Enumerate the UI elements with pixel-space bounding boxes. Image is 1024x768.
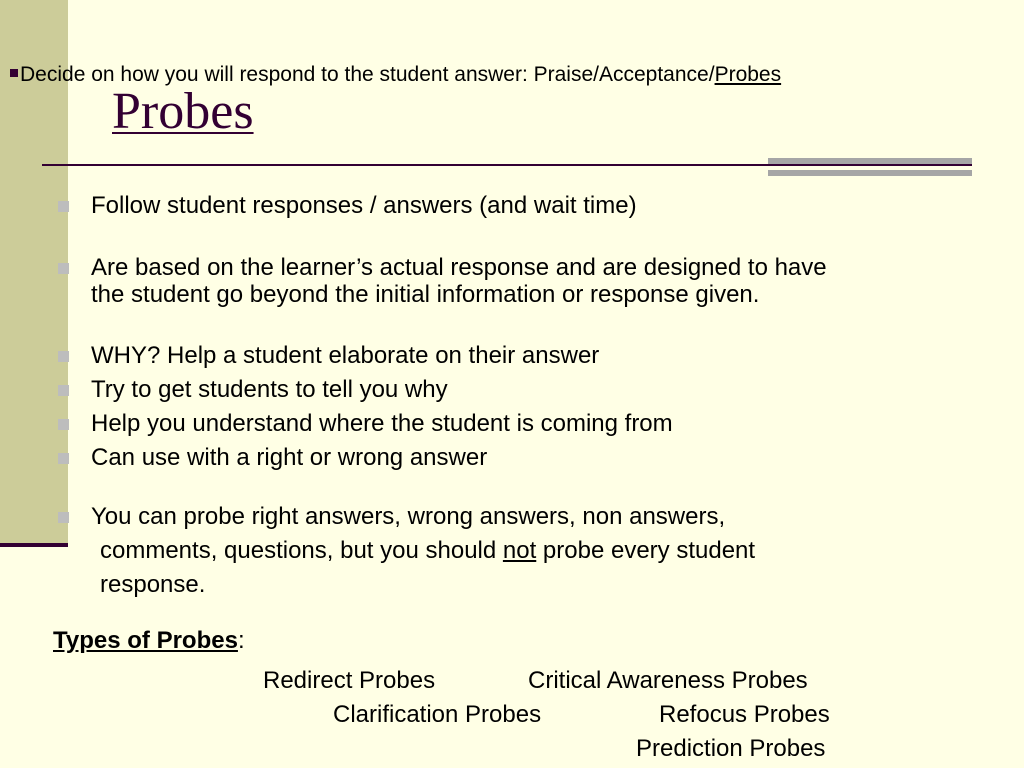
top-note-text: Decide on how you will respond to the student answer: Praise/Acceptance/ [20, 63, 715, 86]
bullet-text: You can probe right answers, wrong answers, non answers, [91, 503, 726, 530]
types-heading [53, 627, 245, 655]
types-heading-text: Types of Probes [53, 627, 238, 654]
square-bullet-icon [58, 263, 69, 274]
top-note-probes-link[interactable]: Probes [714, 63, 782, 86]
probe-type-redirect: Redirect Probes [263, 667, 436, 694]
bullet-text-continuation: response. [100, 571, 206, 598]
square-bullet-icon [58, 385, 69, 396]
bullet-text: Help you understand where the student is coming from [91, 410, 673, 437]
probe-type-clarification: Clarification Probes [333, 701, 542, 728]
bullet-text-part: comments, questions, but you should [100, 537, 503, 564]
left-band-divider [0, 543, 68, 547]
slide-title: Probes [112, 83, 254, 140]
bullet-text-continuation: the student go beyond the initial information or response given. [91, 281, 760, 308]
bullet-text: Try to get students to tell you why [91, 376, 448, 403]
square-bullet-icon [58, 512, 69, 523]
types-heading-colon: : [237, 627, 245, 654]
probe-type-refocus: Refocus Probes [659, 701, 830, 728]
bullet-text-part: probe every student [536, 537, 756, 564]
square-bullet-icon [58, 419, 69, 430]
square-bullet-icon [10, 69, 18, 77]
bullet-text: Are based on the learner’s actual response and are designed to have [91, 254, 827, 281]
square-bullet-icon [58, 201, 69, 212]
square-bullet-icon [58, 351, 69, 362]
title-accent-bars [768, 158, 972, 180]
bullet-text: Follow student responses / answers (and wait time) [91, 192, 637, 219]
emphasis-not: not [502, 537, 537, 564]
bullet-text-continuation [100, 537, 755, 564]
probe-type-critical-awareness: Critical Awareness Probes [528, 667, 808, 694]
bullet-text: Can use with a right or wrong answer [91, 444, 488, 471]
square-bullet-icon [58, 453, 69, 464]
probe-type-prediction: Prediction Probes [636, 735, 826, 762]
bullet-text: WHY? Help a student elaborate on their answer [91, 342, 600, 369]
